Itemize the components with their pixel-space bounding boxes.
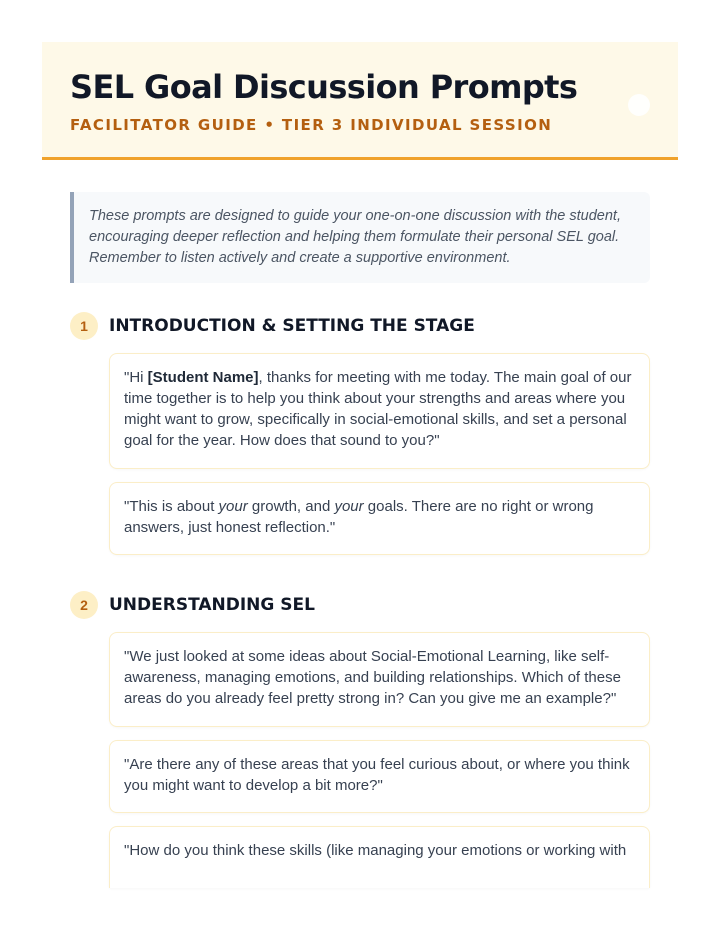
prompt-card: "How do you think these skills (like managing your emotions or working with: [109, 826, 650, 888]
page-subtitle: FACILITATOR GUIDE • TIER 3 INDIVIDUAL SESSION: [70, 116, 553, 134]
prompt-text: "This is about: [124, 498, 219, 515]
header-decoration-dot: [628, 94, 650, 116]
section-heading-introduction: [70, 311, 475, 341]
prompt-text: growth, and: [247, 498, 335, 515]
prompt-card: "Are there any of these areas that you feel curious about, or where you think you might want to develop a bit more?": [109, 740, 650, 813]
prompt-text: goals. There are no right or wrong answers, just honest reflection.": [124, 498, 594, 536]
section-title: UNDERSTANDING SEL: [109, 595, 315, 615]
prompt-emphasis: your: [334, 498, 364, 515]
prompt-card: [109, 482, 650, 555]
page-header: [42, 42, 678, 160]
prompt-emphasis: your: [218, 498, 248, 515]
section-heading-understanding-sel: [70, 590, 315, 620]
section-title: INTRODUCTION & SETTING THE STAGE: [109, 316, 475, 336]
section-number-badge: 1: [70, 312, 98, 340]
section-number-badge: 2: [70, 591, 98, 619]
prompt-card: [109, 353, 650, 469]
prompt-text: "Hi: [124, 369, 148, 386]
student-name-placeholder: [Student Name]: [147, 369, 259, 386]
page-title: SEL Goal Discussion Prompts: [70, 68, 578, 106]
prompt-text: , thanks for meeting with me today. The main goal of our time together is to help you think about your strengths and areas where you might want to grow, specifically in social-emotional skills, and set a personal goal for the year. How does that sound to you?": [124, 369, 632, 449]
prompt-card: "We just looked at some ideas about Social-Emotional Learning, like self-awareness, managing emotions, and building relationships. Which of these areas do you already feel pretty strong in? Can you give me an example?": [109, 632, 650, 727]
intro-note: These prompts are designed to guide your one-on-one discussion with the student, encouraging deeper reflection and helping them formulate their personal SEL goal. Remember to listen actively and create a supportive environment.: [70, 192, 650, 283]
